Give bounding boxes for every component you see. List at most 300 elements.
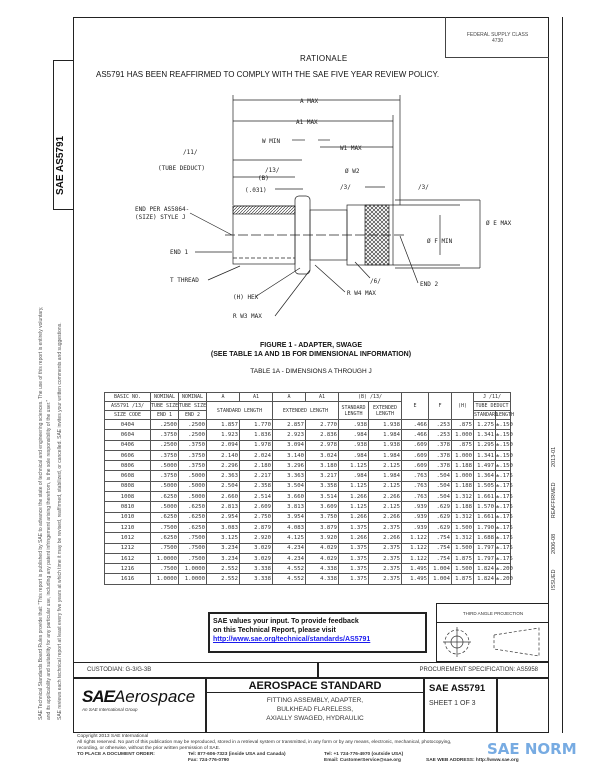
- table-cell: .938: [339, 420, 369, 430]
- table-cell: 3.954: [273, 512, 306, 522]
- table-cell: 2.140: [207, 450, 240, 460]
- table-cell: .2500: [179, 420, 207, 430]
- table-cell: 1.375: [339, 522, 369, 532]
- standard-type: AEROSPACE STANDARD: [207, 679, 423, 693]
- table-cell: ±.175: [496, 553, 511, 563]
- blank-cell: [497, 678, 549, 733]
- table-cell: 1.0000: [151, 553, 179, 563]
- table-cell: 0404: [105, 420, 151, 430]
- table-cell: .6250: [179, 522, 207, 532]
- header-j-len: LENGTH: [496, 412, 515, 418]
- table-cell: 0606: [105, 450, 151, 460]
- table-cell: ±.150: [496, 450, 511, 460]
- table-cell: 1210: [105, 522, 151, 532]
- header-end2-1: NOMINAL: [179, 393, 207, 402]
- table-cell: 1216: [105, 564, 151, 574]
- table-cell: 3.338: [240, 574, 273, 584]
- table-cell: .6250: [151, 512, 179, 522]
- table-cell: 1.570: [474, 502, 496, 512]
- table-cell: .466: [402, 420, 429, 430]
- table-cell: ±.150: [496, 430, 511, 440]
- rationale-text: AS5791 HAS BEEN REAFFIRMED TO COMPLY WITH THE SAE FIVE YEAR REVIEW POLICY.: [96, 70, 440, 79]
- figure-caption-sub: (SEE TABLE 1A AND 1B FOR DIMENSIONAL INFORMATION): [210, 351, 412, 358]
- table-cell: 1.122: [402, 543, 429, 553]
- table-cell: .3750: [151, 471, 179, 481]
- disclaimer-line-2: and its applicability and suitability for any particular use, including any patent infringement arising therefrom, is the sole responsibility of the user.": [46, 399, 52, 720]
- table-cell: 4.338: [306, 574, 339, 584]
- custodian: CUSTODIAN: G-3/G-3B: [87, 667, 152, 673]
- table-cell: .504: [429, 481, 452, 491]
- table-cell: .7500: [179, 553, 207, 563]
- table-row: [105, 420, 511, 430]
- header-b-ext: EXTENDED LENGTH: [369, 402, 402, 420]
- figure-caption-title: FIGURE 1 - ADAPTER, SWAGE: [259, 342, 363, 349]
- table-cell: 3.514: [306, 492, 339, 502]
- table-cell: 2.954: [207, 512, 240, 522]
- sae-aerospace-logo: SAEAerospace: [82, 687, 196, 706]
- table-cell: 1.125: [339, 461, 369, 471]
- table-cell: 1.266: [339, 512, 369, 522]
- third-angle-projection-box: [436, 603, 549, 662]
- table-cell: 4.029: [306, 553, 339, 563]
- header-a-ext: A: [273, 393, 306, 402]
- table-cell: 2.923: [273, 430, 306, 440]
- table-cell: 3.234: [207, 543, 240, 553]
- table-cell: 1.375: [339, 574, 369, 584]
- order-fax: Fax: 724-776-0790: [188, 758, 230, 763]
- header-end2-2: TUBE SIZE: [179, 403, 207, 409]
- table-cell: 2.094: [207, 440, 240, 450]
- table-cell: 0604: [105, 430, 151, 440]
- label-note-3b: /3/: [418, 184, 429, 191]
- label-end-2: END 2: [420, 281, 439, 288]
- table-cell: 0806: [105, 461, 151, 471]
- table-cell: 1.275: [474, 420, 496, 430]
- table-cell: 2.660: [207, 492, 240, 502]
- table-cell: 4.552: [273, 574, 306, 584]
- table-cell: .6250: [151, 533, 179, 543]
- table-cell: 1.661: [474, 512, 496, 522]
- custodian-cell: [73, 662, 318, 678]
- table-cell: .939: [402, 522, 429, 532]
- feedback-line-2: on this Technical Report, please visit: [213, 627, 336, 634]
- table-cell: 1.0000: [151, 574, 179, 584]
- table-cell: 2.358: [240, 481, 273, 491]
- label-e-max: Ø E MAX: [486, 220, 512, 227]
- table-cell: 1.000: [452, 430, 474, 440]
- issued-date: ISSUED 2006-08: [551, 533, 557, 590]
- table-cell: 1.824: [474, 564, 496, 574]
- label-031: (.031): [245, 187, 267, 194]
- table-cell: 3.338: [240, 564, 273, 574]
- table-cell: 1.770: [240, 420, 273, 430]
- table-cell: .984: [339, 471, 369, 481]
- table-cell: 1.500: [452, 543, 474, 553]
- table-cell: 1.375: [339, 564, 369, 574]
- web-address: SAE WEB ADDRESS: http://www.sae.org: [426, 758, 519, 763]
- table-cell: ±.150: [496, 461, 511, 471]
- table-cell: .629: [429, 502, 452, 512]
- table-cell: .5000: [179, 481, 207, 491]
- table-cell: 3.024: [306, 450, 339, 460]
- table-cell: 1.497: [474, 461, 496, 471]
- issue-dates: [551, 447, 557, 590]
- label-a-max: A MAX: [300, 98, 319, 105]
- procurement-spec: PROCUREMENT SPECIFICATION: AS5958: [419, 667, 538, 673]
- table-cell: 2.375: [369, 564, 402, 574]
- doc-number-cell: [424, 678, 497, 733]
- order-tel-intl: Tel: +1 724-776-4970 (outside USA): [324, 752, 404, 757]
- table-cell: ±.175: [496, 492, 511, 502]
- table-cell: 2.552: [207, 564, 240, 574]
- label-f-min: Ø F MIN: [427, 238, 453, 245]
- table-row: [105, 574, 511, 584]
- table-cell: 4.552: [273, 564, 306, 574]
- table-cell: 4.029: [306, 543, 339, 553]
- table-cell: 0808: [105, 481, 151, 491]
- table-cell: .253: [429, 430, 452, 440]
- order-label: TO PLACE A DOCUMENT ORDER:: [77, 752, 155, 757]
- label-w-min: W MIN: [262, 138, 281, 145]
- table-row: [105, 533, 511, 543]
- table-cell: .3750: [151, 450, 179, 460]
- table-cell: 1212: [105, 543, 151, 553]
- table-cell: 1.122: [402, 533, 429, 543]
- table-cell: 3.125: [207, 533, 240, 543]
- reaffirmed-date: REAFFIRMED 2013-01: [551, 446, 557, 519]
- table-cell: .5000: [179, 492, 207, 502]
- table-cell: 1.500: [452, 522, 474, 532]
- label-w2: Ø W2: [345, 168, 360, 175]
- header-a1-ext: A1: [306, 393, 339, 402]
- table-cell: 1.312: [452, 533, 474, 543]
- label-end-per: END PER AS5864-: [135, 206, 190, 213]
- table-cell: .3750: [179, 450, 207, 460]
- header-basic-2: AS5791 /13/: [105, 402, 151, 411]
- table-cell: 1.688: [474, 533, 496, 543]
- label-h-hex: (H) HEX: [233, 294, 259, 301]
- table-cell: 4.083: [273, 522, 306, 532]
- table-cell: 1.004: [429, 574, 452, 584]
- table-cell: 1.857: [207, 420, 240, 430]
- header-j-std: STANDARD: [474, 412, 499, 418]
- table-cell: .763: [402, 492, 429, 502]
- table-cell: 3.750: [306, 512, 339, 522]
- table-cell: 2.978: [306, 440, 339, 450]
- label-note-3a: /3/: [340, 184, 351, 191]
- table-cell: 2.180: [240, 461, 273, 471]
- header-standard-length: STANDARD LENGTH: [207, 402, 273, 420]
- order-email: Email: CustomerService@sae.org: [324, 758, 401, 763]
- table-cell: 0406: [105, 440, 151, 450]
- table-cell: ±.175: [496, 502, 511, 512]
- table-cell: 4.234: [273, 543, 306, 553]
- doc-number: SAE AS5791: [429, 683, 486, 694]
- table-cell: 1.341: [474, 430, 496, 440]
- table-cell: 1.266: [339, 492, 369, 502]
- table-cell: ±.175: [496, 481, 511, 491]
- header-h: (H): [452, 393, 474, 420]
- title-line-2: BULKHEAD FLARELESS,: [276, 706, 354, 713]
- table-row: [105, 522, 511, 532]
- feedback-line-1: SAE values your input. To provide feedback: [213, 618, 359, 625]
- table-cell: 2.609: [240, 502, 273, 512]
- label-b: (B): [258, 175, 269, 182]
- table-cell: 1.500: [452, 564, 474, 574]
- table-cell: 4.125: [273, 533, 306, 543]
- table-cell: .5000: [151, 461, 179, 471]
- table-cell: 1010: [105, 512, 151, 522]
- table-cell: 2.375: [369, 574, 402, 584]
- table-cell: 1.0000: [179, 574, 207, 584]
- table-cell: 3.504: [273, 481, 306, 491]
- table-row: [105, 440, 511, 450]
- table-cell: .6250: [179, 512, 207, 522]
- table-cell: .6250: [151, 492, 179, 502]
- table-cell: 4.234: [273, 553, 306, 563]
- feedback-box: [208, 612, 427, 653]
- table-cell: 1008: [105, 492, 151, 502]
- federal-supply-class-label: FEDERAL SUPPLY CLASS: [466, 32, 529, 38]
- table-cell: 3.094: [273, 440, 306, 450]
- table-cell: 2.857: [273, 420, 306, 430]
- label-r-w4: R W4 MAX: [347, 290, 376, 297]
- logo-subtitle: An SAE International Group: [82, 707, 138, 712]
- dimensions-table: [104, 392, 515, 585]
- table-cell: 2.125: [369, 481, 402, 491]
- table-cell: 2.363: [207, 471, 240, 481]
- table-cell: 2.552: [207, 574, 240, 584]
- table-cell: .763: [402, 471, 429, 481]
- table-cell: 2.266: [369, 492, 402, 502]
- table-row: [105, 461, 511, 471]
- table-cell: 1.923: [207, 430, 240, 440]
- label-note-11: /11/: [183, 149, 198, 156]
- table-cell: 1.836: [240, 430, 273, 440]
- header-extended-length: EXTENDED LENGTH: [273, 402, 339, 420]
- table-cell: .3750: [179, 461, 207, 471]
- table-cell: 3.920: [306, 533, 339, 543]
- label-t-thread: T THREAD: [170, 277, 199, 284]
- table-cell: 2.920: [240, 533, 273, 543]
- disclaimer-line-1: SAE Technical Standards Board Rules provide that: "This report is published by SAE to advance the state of technical and engineering sciences. The use of this report is entirely voluntary,: [38, 306, 44, 720]
- title-line-1: FITTING ASSEMBLY, ADAPTER,: [266, 697, 364, 704]
- table-cell: .3750: [179, 440, 207, 450]
- table-row: [105, 512, 511, 522]
- projection-title: THIRD ANGLE PROJECTION: [437, 604, 549, 623]
- table-cell: 1.495: [402, 564, 429, 574]
- table-cell: ±.175: [496, 533, 511, 543]
- sheet-number: SHEET 1 OF 3: [429, 700, 476, 707]
- table-cell: 1.375: [339, 553, 369, 563]
- table-cell: .5000: [151, 502, 179, 512]
- table-cell: 1.312: [452, 492, 474, 502]
- table-cell: .763: [402, 481, 429, 491]
- table-cell: 2.514: [240, 492, 273, 502]
- table-cell: 1.364: [474, 471, 496, 481]
- header-basic-3: SIZE CODE: [105, 411, 151, 420]
- table-cell: .504: [429, 471, 452, 481]
- table-cell: 2.836: [306, 430, 339, 440]
- table-cell: 1.984: [369, 450, 402, 460]
- table-cell: 1.266: [339, 533, 369, 543]
- table-cell: .253: [429, 420, 452, 430]
- table-cell: .754: [429, 533, 452, 543]
- table-row: [105, 492, 511, 502]
- header-b: (B) /13/: [339, 393, 402, 402]
- feedback-link[interactable]: http://www.sae.org/technical/standards/AS5791: [213, 636, 371, 643]
- table-cell: 1.295: [474, 440, 496, 450]
- header-a1-std: A1: [240, 393, 273, 402]
- table-cell: 1.000: [452, 450, 474, 460]
- table-cell: .609: [402, 461, 429, 471]
- table-cell: .754: [429, 543, 452, 553]
- table-cell: .378: [429, 450, 452, 460]
- table-cell: 2.879: [240, 522, 273, 532]
- table-cell: 1.0000: [179, 564, 207, 574]
- table-cell: 0608: [105, 471, 151, 481]
- label-tube-deduct: (TUBE DEDUCT): [158, 165, 205, 172]
- table-cell: 2.770: [306, 420, 339, 430]
- table-cell: 2.125: [369, 461, 402, 471]
- table-cell: 1.188: [452, 481, 474, 491]
- logo-cell: [73, 678, 206, 733]
- table-cell: 3.363: [273, 471, 306, 481]
- table-cell: 2.504: [207, 481, 240, 491]
- table-cell: 1.938: [369, 440, 402, 450]
- table-cell: 1.004: [429, 564, 452, 574]
- table-cell: 2.375: [369, 553, 402, 563]
- table-cell: 3.660: [273, 492, 306, 502]
- table-cell: .2500: [151, 440, 179, 450]
- table-cell: .7500: [151, 543, 179, 553]
- table-title: TABLE 1A - DIMENSIONS A THROUGH J: [250, 368, 372, 375]
- table-cell: 3.029: [240, 553, 273, 563]
- table-cell: .6250: [179, 502, 207, 512]
- table-cell: .938: [339, 440, 369, 450]
- table-cell: 2.125: [369, 502, 402, 512]
- table-cell: 1.375: [339, 543, 369, 553]
- table-cell: .7500: [151, 564, 179, 574]
- disclaimer-line-3: SAE reviews each technical report at least every five years at which time it may be revised, reaffirmed, stabilized, or cancelled. SAE invites your written comments and suggestions.: [57, 322, 63, 720]
- table-cell: 3.180: [306, 461, 339, 471]
- table-row: [105, 450, 511, 460]
- table-cell: .2500: [179, 430, 207, 440]
- table-cell: 3.140: [273, 450, 306, 460]
- table-cell: ±.175: [496, 522, 511, 532]
- table-cell: 1.984: [369, 430, 402, 440]
- table-cell: 1.797: [474, 553, 496, 563]
- label-end-1: END 1: [170, 249, 189, 256]
- table-cell: 3.029: [240, 543, 273, 553]
- side-doc-label: SAE AS5791: [55, 135, 66, 195]
- table-cell: .2500: [151, 420, 179, 430]
- header-end1-3: END 1: [151, 411, 179, 420]
- table-cell: ±.200: [496, 574, 511, 584]
- table-cell: 2.266: [369, 512, 402, 522]
- table-cell: 1.188: [452, 502, 474, 512]
- title-cell: [206, 678, 424, 733]
- table-cell: .378: [429, 461, 452, 471]
- header-j-sub: TUBE DEDUCT: [475, 403, 509, 409]
- table-cell: .629: [429, 512, 452, 522]
- table-cell: 1.000: [452, 471, 474, 481]
- table-cell: 1.790: [474, 522, 496, 532]
- table-cell: 1.875: [452, 574, 474, 584]
- table-cell: .5000: [151, 481, 179, 491]
- label-w1-max: W1 MAX: [340, 145, 362, 152]
- table-cell: 1.875: [452, 553, 474, 563]
- table-cell: ±.200: [496, 564, 511, 574]
- table-row: [105, 481, 511, 491]
- table-cell: .609: [402, 440, 429, 450]
- table-cell: .875: [452, 420, 474, 430]
- procurement-cell: [318, 662, 549, 678]
- header-f: F: [429, 393, 452, 420]
- table-cell: 1012: [105, 533, 151, 543]
- table-cell: 1.125: [339, 502, 369, 512]
- header-end1-2: TUBE SIZE: [151, 403, 179, 409]
- table-cell: .875: [452, 440, 474, 450]
- table-cell: .939: [402, 502, 429, 512]
- table-cell: .609: [402, 450, 429, 460]
- table-cell: .629: [429, 522, 452, 532]
- table-row: [105, 430, 511, 440]
- table-row: [105, 564, 511, 574]
- header-end1-1: NOMINAL: [151, 393, 179, 402]
- table-cell: 2.813: [207, 502, 240, 512]
- table-cell: .378: [429, 440, 452, 450]
- table-cell: ±.150: [496, 440, 511, 450]
- table-cell: 2.217: [240, 471, 273, 481]
- header-a-std: A: [207, 393, 240, 402]
- rationale-title: RATIONALE: [300, 54, 348, 63]
- table-row: [105, 543, 511, 553]
- table-cell: 3.234: [207, 553, 240, 563]
- table-cell: .939: [402, 512, 429, 522]
- header-b-std: STANDARD LENGTH: [339, 402, 369, 420]
- table-cell: .7500: [179, 533, 207, 543]
- table-cell: 3.083: [207, 522, 240, 532]
- table-cell: 1.495: [402, 574, 429, 584]
- order-tel: Tel: 877-606-7323 (inside USA and Canada): [188, 752, 286, 757]
- rights-line-1: All rights reserved. No part of this publication may be reproduced, stored in a retrieval system or transmitted, in any form or by any means, electronic, mechanical, photocopying,: [77, 740, 452, 745]
- table-cell: 3.217: [306, 471, 339, 481]
- label-a1-max: A1 MAX: [296, 119, 318, 126]
- table-cell: ±.150: [496, 420, 511, 430]
- table-cell: 1.122: [402, 553, 429, 563]
- label-note-6: /6/: [370, 278, 381, 285]
- table-cell: 2.266: [369, 533, 402, 543]
- header-e: E: [402, 393, 429, 420]
- table-cell: 1616: [105, 574, 151, 584]
- figure-caption: [73, 341, 549, 359]
- table-cell: 3.609: [306, 502, 339, 512]
- table-cell: 3.879: [306, 522, 339, 532]
- table-cell: 4.338: [306, 564, 339, 574]
- table-cell: ±.175: [496, 471, 511, 481]
- table-cell: 1612: [105, 553, 151, 563]
- table-cell: .7500: [179, 543, 207, 553]
- label-r-w3: R W3 MAX: [233, 313, 262, 320]
- table-cell: 1.661: [474, 492, 496, 502]
- table-cell: 1.312: [452, 512, 474, 522]
- label-size-style: (SIZE) STYLE J: [135, 214, 186, 221]
- table-cell: 1.341: [474, 450, 496, 460]
- table-row: [105, 471, 511, 481]
- rights-line-2: recording, or otherwise, without the prior written permission of SAE.: [77, 746, 221, 751]
- table-row: [105, 553, 511, 563]
